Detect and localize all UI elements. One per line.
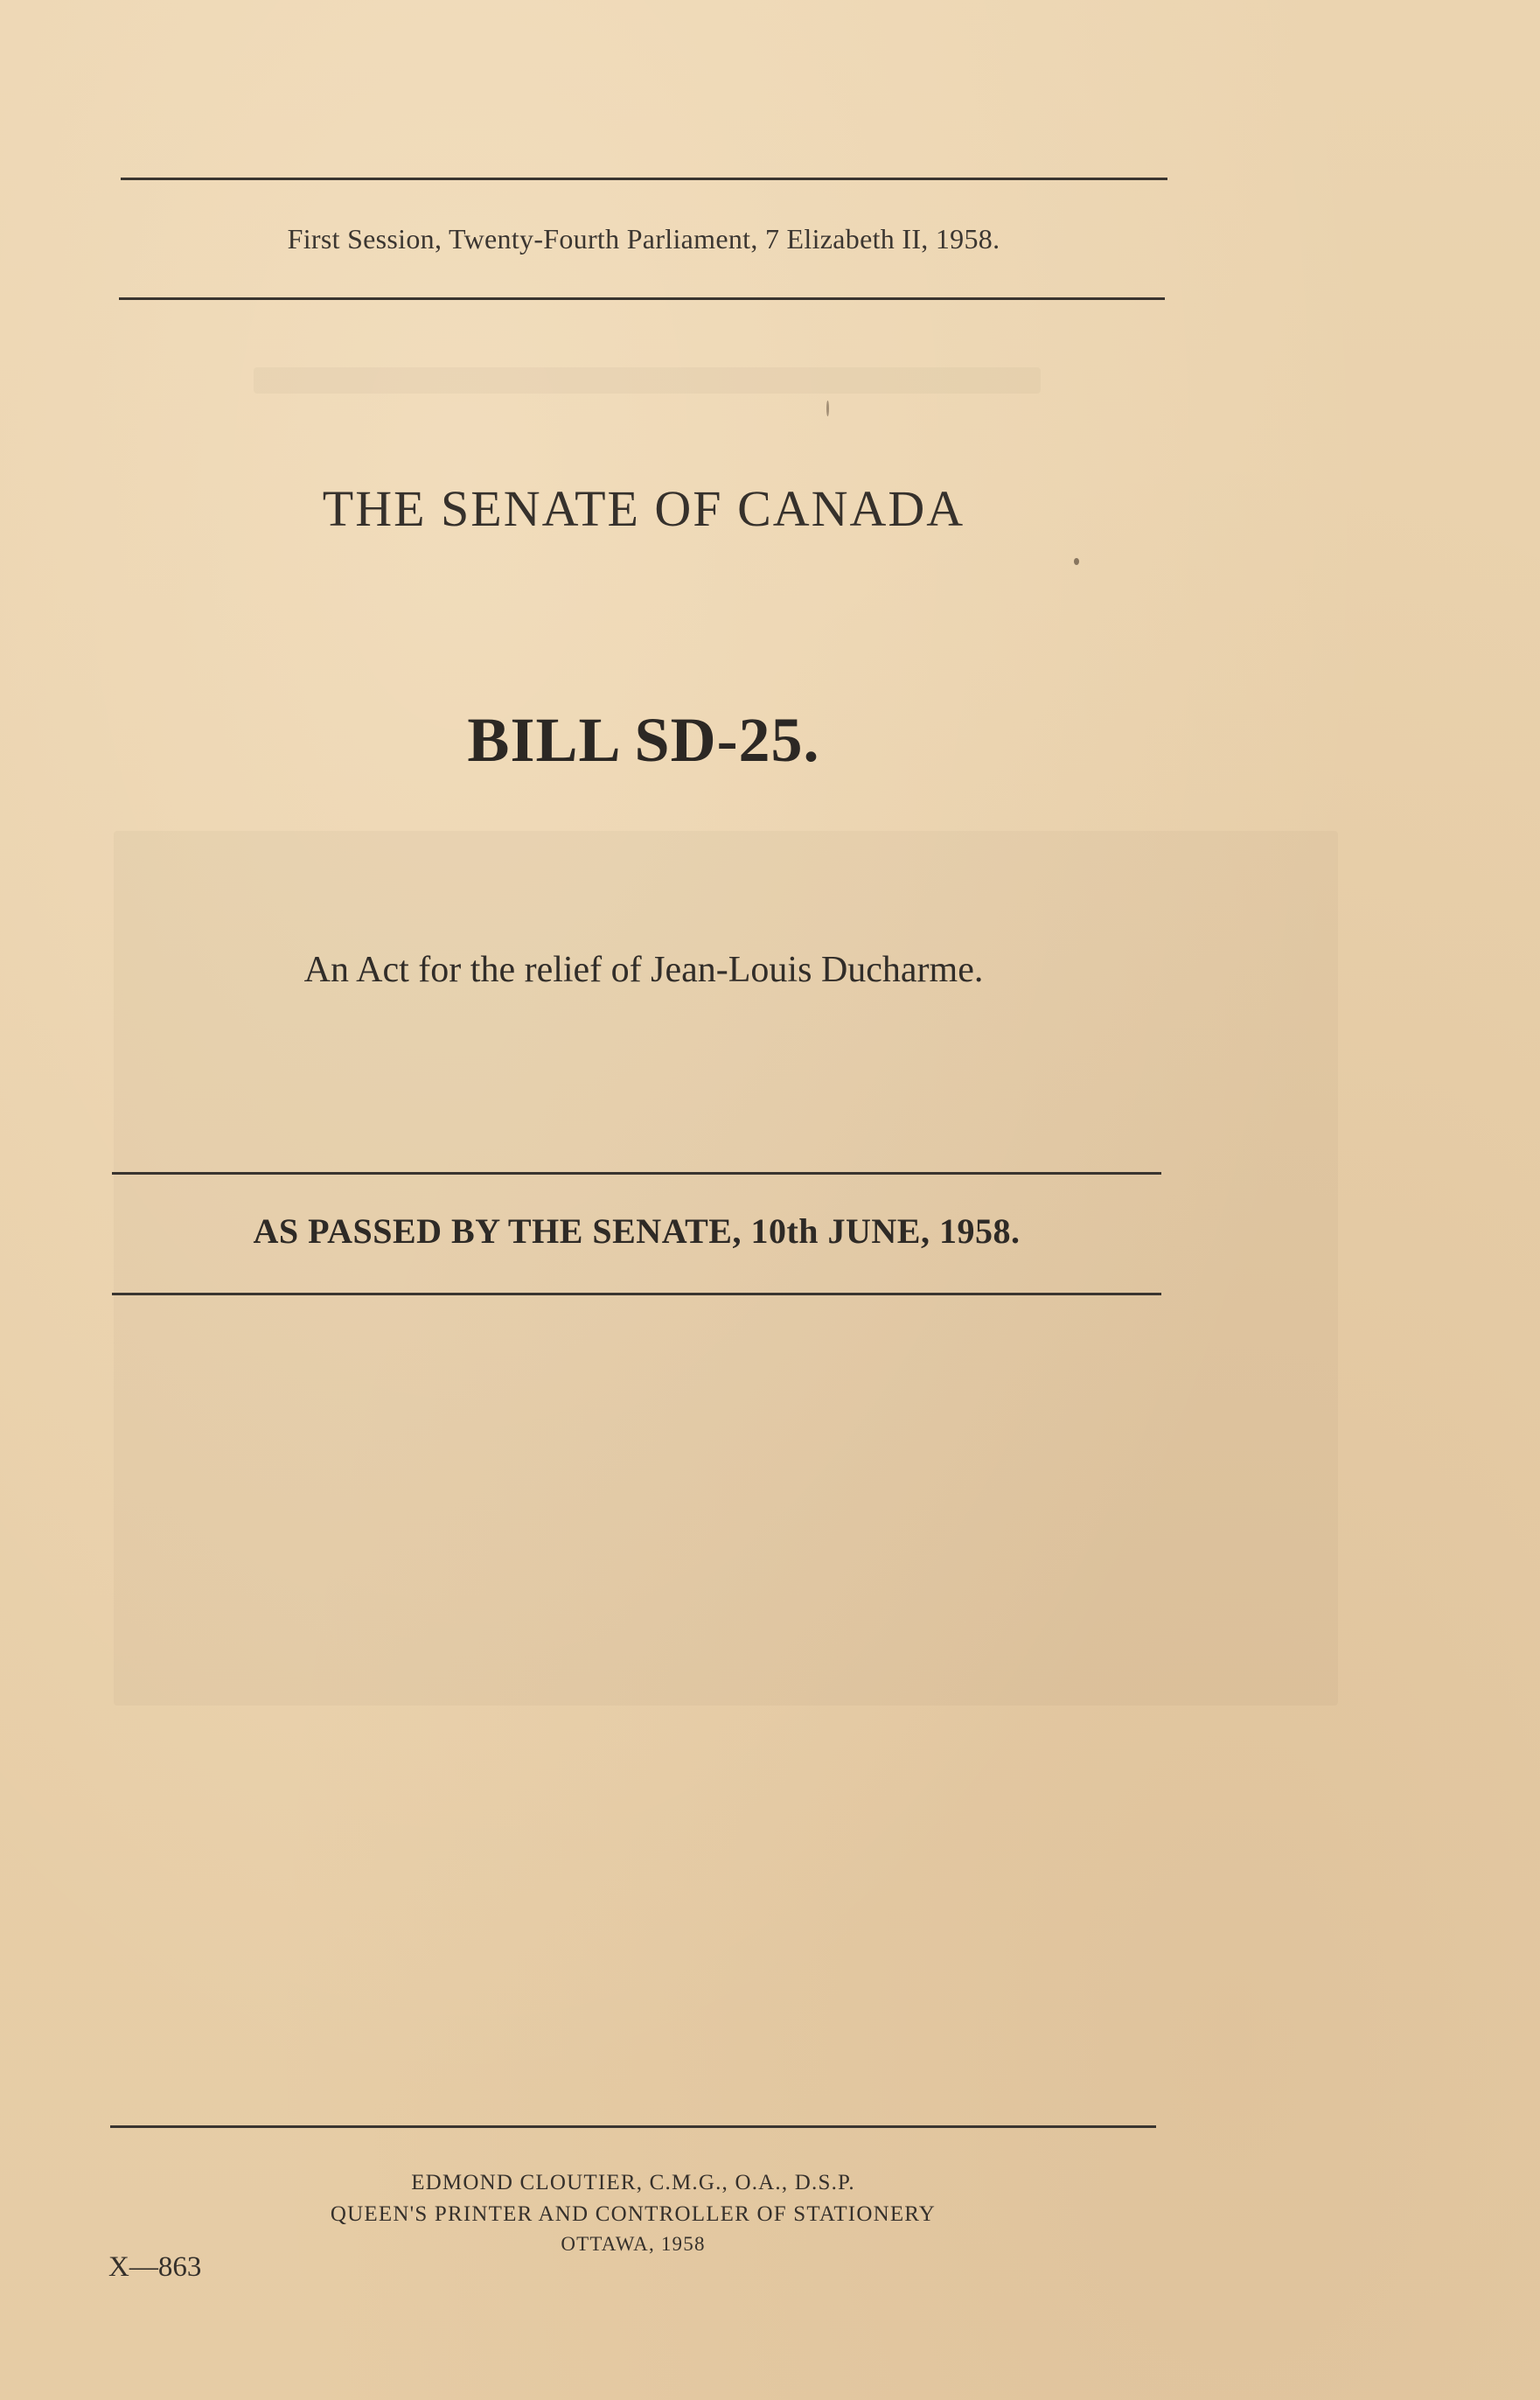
session-line: First Session, Twenty-Fourth Parliament, 7 Elizabeth II, 1958. [287,223,1000,255]
session-rule [119,297,1165,300]
passed-line: AS PASSED BY THE SENATE, 10th JUNE, 1958. [253,1211,1021,1251]
printer-name: EDMOND CLOUTIER, C.M.G., O.A., D.S.P. [411,2171,855,2194]
printer-title: QUEEN'S PRINTER AND CONTROLLER OF STATIONERY [330,2202,937,2226]
bleed-through-shadow [254,367,1041,394]
printer-place: OTTAWA, 1958 [561,2233,706,2255]
top-rule [121,178,1167,180]
bill-number: BILL SD-25. [467,705,820,775]
act-title: An Act for the relief of Jean-Louis Ducharme. [303,950,984,990]
passed-top-rule [112,1172,1161,1175]
house-heading: THE SENATE OF CANADA [322,480,965,537]
paper-speck [826,401,829,416]
footer-rule [110,2125,1156,2128]
paper-speck [1074,558,1079,565]
passed-bottom-rule [112,1293,1161,1295]
document-code: X—863 [108,2251,202,2283]
